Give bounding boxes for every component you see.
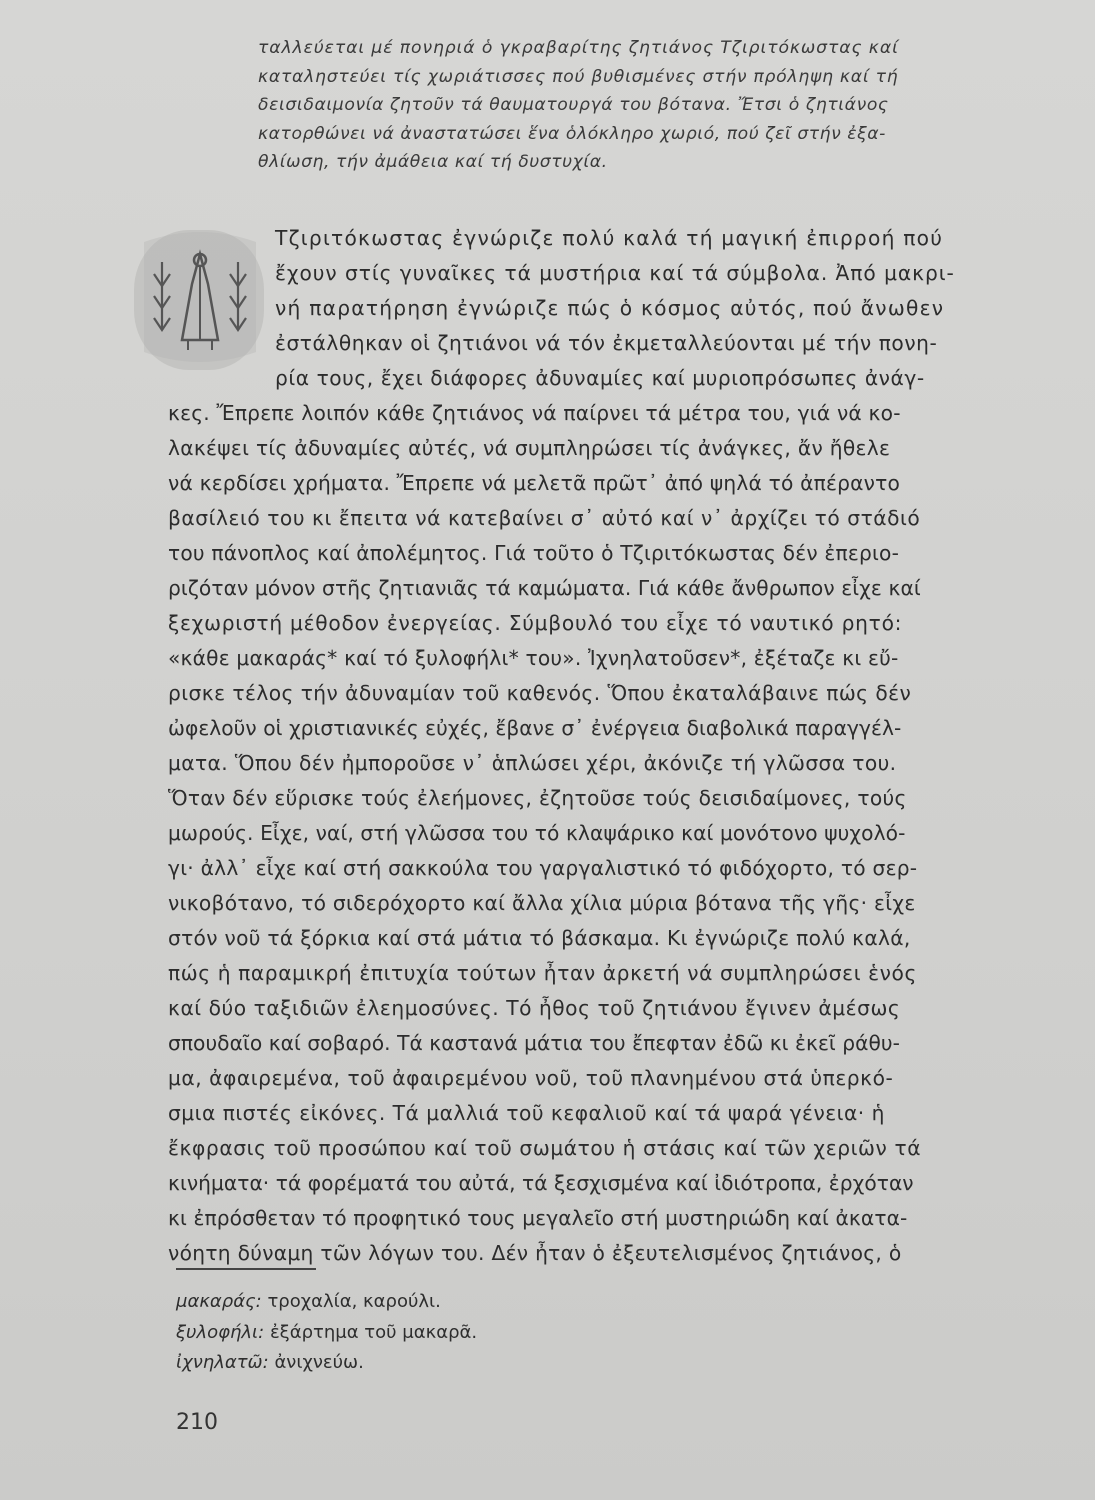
text-line: ξεχωριστή μέθοδον ἐνεργείας. Σύμβουλό του εἶχε τό ναυτικό ρητό:	[168, 611, 903, 635]
text-line: πώς ἡ παραμικρή ἐπιτυχία τούτων ἦταν ἀρκετή νά συμπληρώσει ἑνός	[168, 961, 917, 985]
text-line: ὠφελοῦν οἱ χριστιανικές εὐχές, ἔβανε σ᾽ ἐνέργεια διαβολικά παραγγέλ-	[168, 716, 902, 740]
text-line: Τζιριτόκωστας ἐγνώριζε πολύ καλά τή μαγική ἐπιρροή πού	[275, 226, 944, 250]
footnote-term: ἰχνηλατῶ:	[176, 1352, 269, 1373]
text-line: λακέψει τίς ἀδυναμίες αὐτές, νά συμπληρώσει τίς ἀνάγκες, ἄν ἤθελε	[168, 436, 891, 460]
text-line: «κάθε μακαράς* καί τό ξυλοφήλι* του». Ἰχνηλατοῦσεν*, ἐξέταζε κι εὔ-	[168, 646, 899, 670]
text-line: μα, ἀφαιρεμένα, τοῦ ἀφαιρεμένου νοῦ, τοῦ πλανημένου στά ὑπερκό-	[168, 1066, 894, 1090]
text-line: ριζόταν μόνον στῆς ζητιανιᾶς τά καμώματα. Γιά κάθε ἄνθρωπον εἶχε καί	[168, 576, 921, 600]
footnote	[176, 1287, 776, 1318]
intro-summary	[258, 34, 1048, 177]
text-line: ἔχουν στίς γυναῖκες τά μυστήρια καί τά σύμβολα. Ἀπό μακρι-	[275, 261, 955, 285]
text-line: γι· ἀλλ᾽ εἶχε καί στή σακκούλα του γαργαλιστικό τό φιδόχορτο, τό σερ-	[168, 856, 918, 880]
intro-line: ταλλεύεται μέ πονηριά ὁ γκραβαρίτης ζητιάνος Τζιριτόκωστας καί	[258, 38, 899, 58]
footnotes	[176, 1287, 776, 1379]
text-line: καί δύο ταξιδιῶν ἐλεημοσύνες. Τό ἦθος τοῦ ζητιάνου ἔγινεν ἀμέσως	[168, 996, 901, 1020]
footnote	[176, 1318, 776, 1349]
intro-line: δεισιδαιμονία ζητοῦν τά θαυματουργά του βότανα. Ἔτσι ὁ ζητιάνος	[258, 95, 889, 116]
footnote-definition: ἐξάρτημα τοῦ μακαρᾶ.	[269, 1321, 478, 1343]
footnote-definition: ἀνιχνεύω.	[274, 1352, 364, 1373]
page-number: 210	[176, 1410, 218, 1435]
text-line: νικοβότανο, τό σιδερόχορτο καί ἄλλα χίλια μύρια βότανα τῆς γῆς· εἶχε	[168, 891, 916, 915]
text-line: ἔκφρασις τοῦ προσώπου καί τοῦ σωμάτου ἡ στάσις καί τῶν χεριῶν τά	[168, 1136, 922, 1160]
text-line: βασίλειό του κι ἔπειτα νά κατεβαίνει σ᾽ αὐτό καί ν᾽ ἀρχίζει τό στάδιό	[168, 506, 921, 530]
text-line: ρισκε τέλος τήν ἀδυναμίαν τοῦ καθενός. Ὅπου ἐκαταλάβαινε πώς δέν	[168, 681, 912, 705]
intro-line: κατορθώνει νά ἀναστατώσει ἕνα ὁλόκληρο χωριό, πού ζεῖ στήν ἐξα-	[258, 123, 886, 144]
intro-line: θλίωση, τήν ἀμάθεια καί τή δυστυχία.	[258, 152, 608, 173]
text-line: ρία τους, ἔχει διάφορες ἀδυναμίες καί μυριοπρόσωπες ἀνάγ-	[275, 366, 925, 390]
text-line: σμια πιστές εἰκόνες. Τά μαλλιά τοῦ κεφαλιοῦ καί τά ψαρά γένεια· ἡ	[168, 1101, 885, 1125]
text-line: του πάνοπλος καί ἀπολέμητος. Γιά τοῦτο ὁ Τζιριτόκωστας δέν ἐπεριο-	[168, 541, 900, 565]
text-line: κι ἐπρόσθεταν τό προφητικό τους μεγαλεῖο στή μυστηριώδη καί ἀκατα-	[168, 1206, 908, 1230]
text-line: νή παρατήρηση ἐγνώριζε πώς ὁ κόσμος αὐτός, πού ἄνωθεν	[275, 296, 945, 320]
intro-line: καταληστεύει τίς χωριάτισσες πού βυθισμένες στήν πρόληψη καί τή	[258, 66, 899, 87]
footnote-term: μακαράς:	[176, 1291, 262, 1312]
text-line: σπουδαῖο καί σοβαρό. Τά καστανά μάτια του ἔπεφταν ἐδῶ κι ἐκεῖ ράθυ-	[168, 1031, 900, 1055]
footnote-divider	[176, 1268, 316, 1270]
text-line: κινήματα· τά φορέματά του αὐτά, τά ξεσχισμένα καί ἰδιότροπα, ἐρχόταν	[168, 1171, 914, 1195]
footnote-term: ξυλοφήλι:	[176, 1321, 265, 1343]
text-line: ματα. Ὅπου δέν ἠμποροῦσε ν᾽ ἁπλώσει χέρι, ἀκόνιζε τή γλῶσσα του.	[168, 751, 897, 775]
footnote	[176, 1348, 776, 1379]
text-line: μωρούς. Εἶχε, ναί, στή γλῶσσα του τό κλαψάρικο καί μονότονο ψυχολό-	[168, 821, 906, 845]
text-line: στόν νοῦ τά ξόρκια καί στά μάτια τό βάσκαμα. Κι ἐγνώριζε πολύ καλά,	[168, 926, 911, 950]
text-line: νόητη δύναμη τῶν λόγων του. Δέν ἦταν ὁ ἐξευτελισμένος ζητιάνος, ὁ	[168, 1241, 902, 1265]
text-line: Ὅταν δέν εὕρισκε τούς ἐλεήμονες, ἐζητοῦσε τούς δεισιδαίμονες, τούς	[168, 786, 907, 810]
text-line: ἐστάλθηκαν οἱ ζητιάνοι νά τόν ἐκμεταλλεύονται μέ τήν πονη-	[275, 331, 938, 355]
text-line: νά κερδίσει χρήματα. Ἔπρεπε νά μελετᾶ πρῶτ᾽ ἀπό ψηλά τό ἀπέραντο	[168, 471, 901, 495]
footnote-definition: τροχαλία, καρούλι.	[267, 1291, 441, 1312]
figure-with-arrows-emblem-icon	[130, 222, 270, 372]
text-line: κες. Ἔπρεπε λοιπόν κάθε ζητιάνος νά παίρνει τά μέτρα του, γιά νά κο-	[168, 401, 901, 425]
